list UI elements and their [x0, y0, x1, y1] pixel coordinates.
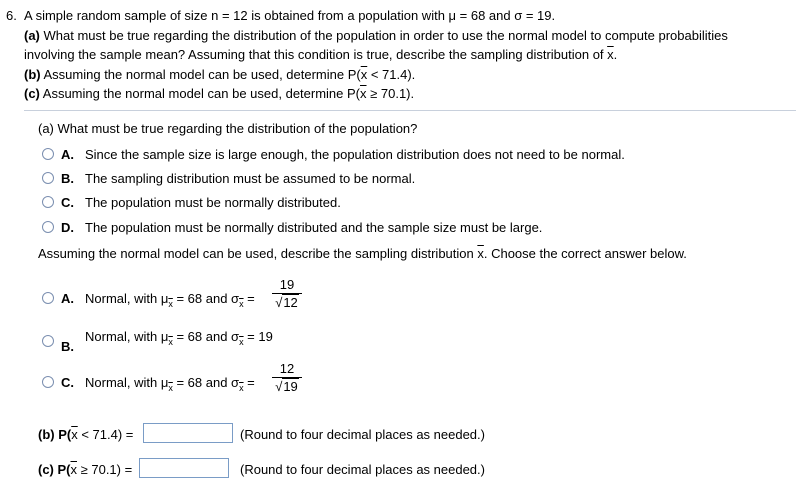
radio-b[interactable]	[42, 172, 54, 184]
option-c-text: The population must be normally distributed.	[85, 195, 341, 210]
xbar-subscript: x	[168, 383, 173, 393]
answer-c-label	[38, 462, 132, 477]
sqrt-radicand: 12	[283, 295, 298, 310]
question-part-b	[24, 67, 415, 82]
fraction-c-denominator: √19	[275, 379, 298, 394]
mu-label: Normal, with μ	[85, 375, 169, 390]
xbar-symbol: $\overline{x}$	[360, 67, 368, 82]
sampling-radio-c[interactable]	[42, 376, 54, 388]
xbar-symbol: $\overline{x}$	[70, 462, 77, 477]
fraction-c	[272, 361, 302, 394]
mu-label: Normal, with μ	[85, 291, 169, 306]
xbar-subscript: x	[239, 299, 244, 309]
sampling-prompt-pre: Assuming the normal model can be used, describe the sampling distribution	[38, 246, 478, 261]
option-a-text: Since the sample size is large enough, the population distribution does not need to be normal.	[85, 147, 625, 162]
sigma-label: = 68 and σ	[172, 291, 240, 306]
option-a-letter: A.	[61, 147, 74, 162]
answer-b-input[interactable]	[143, 423, 233, 443]
radio-a[interactable]	[42, 148, 54, 160]
part-a-label: (a)	[24, 28, 40, 43]
period: .	[613, 47, 618, 62]
question-number: 6.	[6, 8, 17, 23]
sigma-label: = 68 and σ	[172, 329, 240, 344]
part-a-text: What must be true regarding the distribution of the population in order to use the normal model to compute probabilities	[39, 28, 728, 43]
question-part-a	[24, 28, 728, 43]
fraction-c-numerator: 12	[279, 361, 295, 376]
part-b-label: (b)	[24, 67, 41, 82]
sampling-option-c-text	[85, 375, 255, 393]
radio-d[interactable]	[42, 221, 54, 233]
section-divider	[24, 110, 796, 111]
question-part-c	[24, 86, 414, 101]
sampling-prompt	[38, 246, 687, 261]
sqrt-radicand: 19	[283, 379, 298, 394]
sampling-option-c-letter: C.	[61, 375, 74, 390]
sampling-prompt-post: . Choose the correct answer below.	[483, 246, 687, 261]
answer-c-label-pre: (c) P(	[38, 462, 71, 477]
part-b-text: Assuming the normal model can be used, determine P(	[40, 67, 361, 82]
equals: =	[243, 291, 255, 306]
part-c-label: (c)	[24, 86, 40, 101]
answer-b-label-pre: (b) P(	[38, 427, 72, 442]
part-a-line2-text: involving the sample mean? Assuming that this condition is true, describe the sampling distribution of	[24, 47, 608, 62]
answer-b-label-post: < 71.4) =	[77, 427, 134, 442]
option-b-text: The sampling distribution must be assumed to be normal.	[85, 171, 416, 186]
xbar-symbol: $\overline{x}$	[607, 47, 614, 62]
xbar-subscript: x	[239, 337, 244, 347]
question-part-a-line2	[24, 47, 617, 62]
equals-value: = 19	[243, 329, 273, 344]
sampling-option-a-text	[85, 291, 255, 309]
mu-label: Normal, with μ	[85, 329, 169, 344]
sampling-option-b-letter: B.	[61, 339, 74, 354]
question-line1: A simple random sample of size n = 12 is obtained from a population with μ = 68 and σ = 19.	[24, 8, 556, 23]
answer-c-label-post: ≥ 70.1) =	[77, 462, 133, 477]
equals: =	[243, 375, 255, 390]
xbar-symbol: $\overline{x}$	[477, 246, 484, 261]
sigma-label: = 68 and σ	[172, 375, 240, 390]
fraction-a-denominator: √12	[275, 295, 298, 310]
sampling-option-b-text	[85, 329, 273, 347]
option-b-letter: B.	[61, 171, 74, 186]
sampling-option-a-letter: A.	[61, 291, 74, 306]
xbar-symbol: $\overline{x}$	[71, 427, 78, 442]
answer-c-hint: (Round to four decimal places as needed.)	[240, 462, 485, 477]
sampling-radio-a[interactable]	[42, 292, 54, 304]
answer-b-hint: (Round to four decimal places as needed.)	[240, 427, 485, 442]
answer-b-label	[38, 427, 133, 442]
fraction-a	[272, 277, 302, 310]
fraction-a-numerator: 19	[279, 277, 295, 292]
xbar-subscript: x	[168, 299, 173, 309]
radio-c[interactable]	[42, 196, 54, 208]
option-d-text: The population must be normally distributed and the sample size must be large.	[85, 220, 543, 235]
option-c-letter: C.	[61, 195, 74, 210]
sampling-radio-b[interactable]	[42, 335, 54, 347]
xbar-subscript: x	[168, 337, 173, 347]
part-c-tail: ≥ 70.1).	[366, 86, 415, 101]
xbar-symbol: $\overline{x}$	[360, 86, 367, 101]
part-a-prompt: (a) What must be true regarding the distribution of the population?	[38, 121, 418, 136]
part-c-text: Assuming the normal model can be used, determine P(	[39, 86, 361, 101]
part-b-tail: < 71.4).	[367, 67, 416, 82]
option-d-letter: D.	[61, 220, 74, 235]
answer-c-input[interactable]	[139, 458, 229, 478]
xbar-subscript: x	[239, 383, 244, 393]
